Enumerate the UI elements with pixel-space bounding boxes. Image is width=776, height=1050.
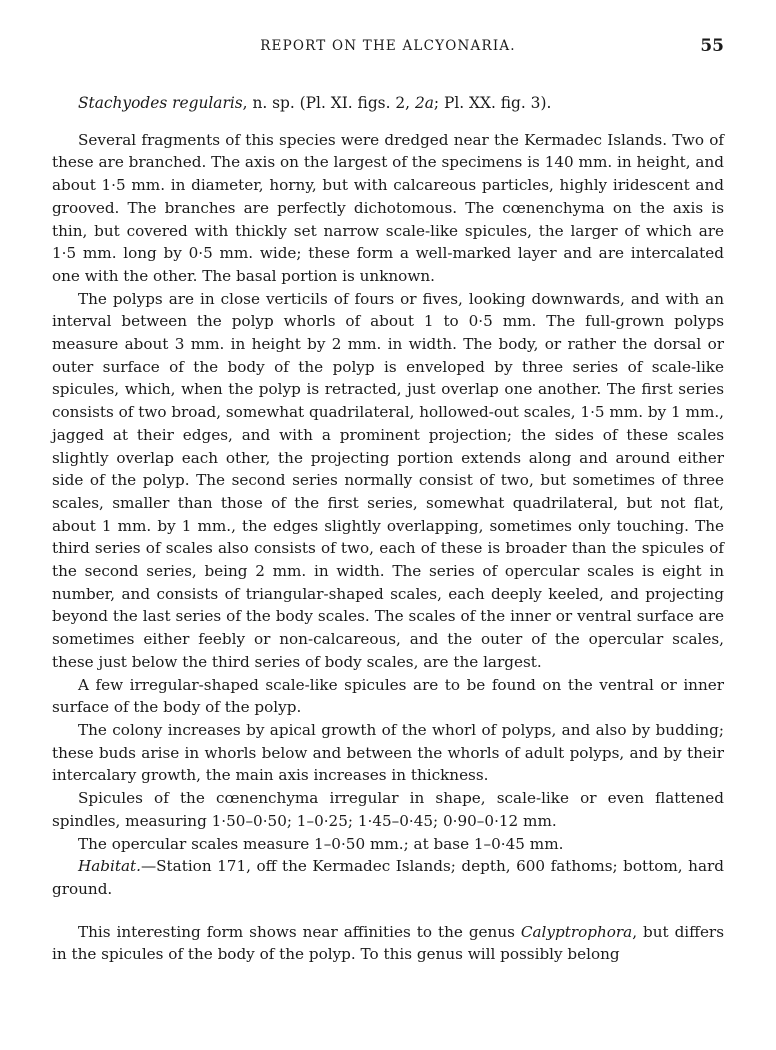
figure-ref-2a: 2a: [414, 94, 434, 112]
species-heading-tail: ; Pl. XX. fig. 3).: [433, 94, 552, 112]
habitat-label: Habitat.: [78, 857, 141, 876]
closing-before: This interesting form shows near affinities to the genus: [78, 922, 521, 941]
paragraph-opercular-measurements: The opercular scales measure 1–0·50 mm.; at base 1–0·45 mm.: [78, 834, 564, 853]
paragraph-polyps: The polyps are in close verticils of fours or fives, looking downwards, and with an interval between the polyp whorls of about 1 to 0·5 mm. The full-grown polyps measure about 3 mm. in height by 2 mm. in width. The body, or rather the dorsal or outer surface of the body of the polyp is enveloped by three series of scale-like spicules, which, when the polyp is retracted, just overlap one another. The first series consists of two broad, somewhat quadrilateral, hollowed-out scales, 1·5 mm. by 1 mm., jagged at their edges, and with a prominent projection; the sides of these scales slightly overlap each other, the projecting portion extends along and around either side of the polyp. The second series normally consist of two, but sometimes of three scales, smaller than those of the first series, somewhat quadrilateral, but not flat, about 1 mm. by 1 mm., the edges slightly overlapping, sometimes only touching. The third series of scales also consists of two, each of these is broader than the spicules of the second series, being 2 mm. in width. The series of opercular scales is eight in number, and consists of triangular-shaped scales, each deeply keeled, and projecting beyond the last series of the body scales. The scales of the inner or ventral surface are sometimes either feebly or non-calcareous, and the outer of the opercular scales, these just below the third series of body scales, are the largest.: [52, 289, 724, 671]
closing-genus: Calyptrophora: [520, 922, 633, 941]
closing-after: , but differs in the spicules of the body of the polyp. To this genus will possibly belong: [52, 922, 724, 964]
paragraph-colony-growth: The colony increases by apical growth of the whorl of polyps, and also by budding; these buds arise in whorls below and between the whorls of adult polyps, and by their intercalary growth, the main axis increases in thickness.: [52, 720, 724, 785]
paragraph-closing: [52, 921, 724, 966]
body-text: [52, 92, 724, 966]
species-name: Stachyodes regularis: [78, 94, 243, 112]
running-title: REPORT ON THE ALCYONARIA.: [260, 38, 516, 54]
page-number: 55: [700, 36, 724, 56]
paragraph-ventral-spicules: A few irregular-shaped scale-like spicules are to be found on the ventral or inner surface of the body of the polyp.: [52, 675, 724, 717]
species-heading: [52, 92, 724, 115]
paragraph-habitat: [52, 855, 724, 900]
species-heading-rest: , n. sp. (Pl. XI. figs. 2,: [242, 94, 415, 112]
paragraph-description: Several fragments of this species were dredged near the Kermadec Islands. Two of these are branched. The axis on the largest of the specimens is 140 mm. in height, and about 1·5 mm. in diameter, horny, but with calcareous particles, highly iridescent and grooved. The branches are perfectly dichotomous. The cœnenchyma on the axis is thin, but covered with thickly set narrow scale-like spicules, the larger of which are 1·5 mm. long by 0·5 mm. wide; these form a well-marked layer and are intercalated one with the other. The basal portion is unknown.: [52, 130, 724, 285]
section-gap: [52, 901, 724, 921]
paragraph-spicule-measurements: Spicules of the cœnenchyma irregular in shape, scale-like or even flattened spindles, measuring 1·50–0·50; 1–0·25; 1·45–0·45; 0·90–0·12 mm.: [52, 789, 724, 830]
running-head: [52, 38, 724, 60]
habitat-text: —Station 171, off the Kermadec Islands; depth, 600 fathoms; bottom, hard ground.: [52, 857, 724, 898]
